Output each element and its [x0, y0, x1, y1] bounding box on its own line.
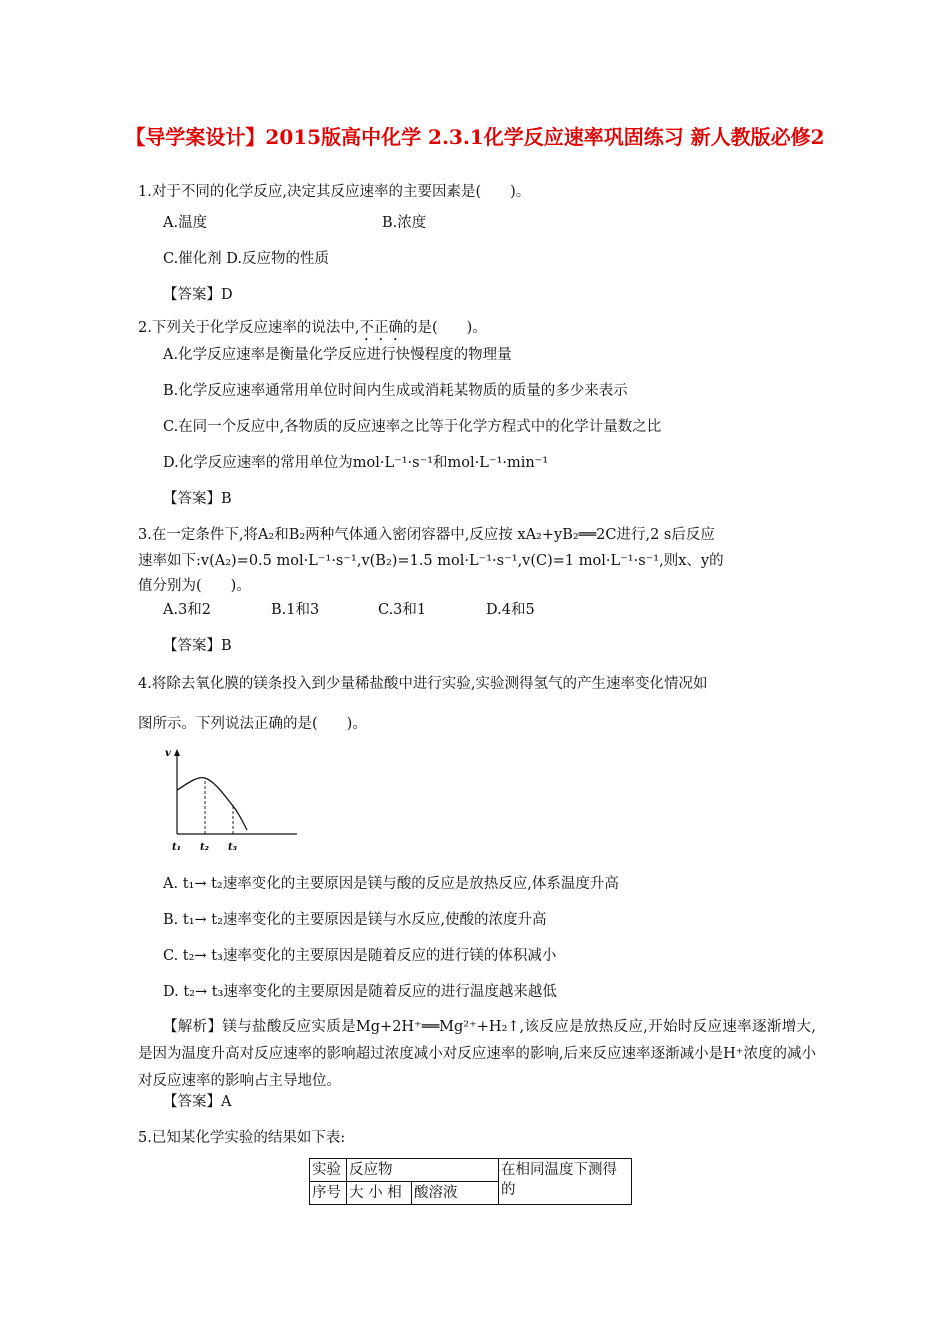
- table-cell: 酸溶液: [412, 1182, 499, 1205]
- q2-option-c: C.在同一个反应中,各物质的反应速率之比等于化学方程式中的化学计量数之比: [163, 419, 662, 435]
- q4-line-1: 4.将除去氧化膜的镁条投入到少量稀盐酸中进行实验,实验测得氢气的产生速率变化情况如: [138, 676, 708, 692]
- q1-stem: 1.对于不同的化学反应,决定其反应速率的主要因素是( )。: [138, 184, 531, 200]
- q2-answer: 【答案】B: [163, 491, 232, 507]
- q3-answer: 【答案】B: [163, 638, 232, 654]
- q1-option-a: A.温度: [163, 215, 208, 231]
- q2-option-a: A.化学反应速率是衡量化学反应进行快慢程度的物理量: [163, 347, 512, 363]
- q1-option-b: B.浓度: [382, 215, 427, 231]
- x-tick-label: t₃: [228, 842, 237, 853]
- table-cell: [499, 1159, 632, 1205]
- q3-line-3: 值分别为( )。: [138, 578, 251, 594]
- table-cell-line: 在相同温度下测得: [501, 1162, 617, 1178]
- rate-curve: [177, 778, 247, 830]
- q2-stem-emphasis: 不正确: [359, 320, 403, 336]
- table-row: [310, 1159, 632, 1182]
- y-axis-label: v: [165, 748, 171, 759]
- table-cell: 实验: [310, 1159, 347, 1182]
- q3-line-2: 速率如下:v(A₂)=0.5 mol·L⁻¹·s⁻¹,v(B₂)=1.5 mol·L⁻¹·s⁻¹,v(C)=1 mol·L⁻¹·s⁻¹,则x、y的: [138, 553, 724, 569]
- q4-option-c: C. t₂→ t₃速率变化的主要原因是随着反应的进行镁的体积减小: [163, 948, 557, 964]
- q3-option-d: D.4和5: [486, 602, 535, 618]
- q2-stem-pre: 2.下列关于化学反应速率的说法中,: [138, 320, 360, 336]
- q4-option-b: B. t₁→ t₂速率变化的主要原因是镁与水反应,使酸的浓度升高: [163, 912, 547, 928]
- x-tick-label: t₁: [172, 842, 181, 853]
- q3-line-1: 3.在一定条件下,将A₂和B₂两种气体通入密闭容器中,反应按 xA₂+yB₂══2C进行,2 s后反应: [138, 527, 715, 543]
- q4-analysis: 【解析】镁与盐酸反应实质是Mg+2H⁺══Mg²⁺+H₂↑,该反应是放热反应,开始时反应速率逐渐增大,是因为温度升高对反应速率的影响超过浓度减小对反应速率的影响,后来反应速率逐渐减小是H⁺浓度的减小对反应速率的影响占主导地位。: [138, 1019, 816, 1089]
- table-cell: 反应物: [347, 1159, 499, 1182]
- q3-option-c: C.3和1: [378, 602, 427, 618]
- x-tick-label: t₂: [200, 842, 209, 853]
- table-cell: 序号: [310, 1182, 347, 1205]
- q2-stem-post: 的是( )。: [402, 320, 487, 336]
- q4-line-2: 图所示。下列说法正确的是( )。: [138, 716, 367, 732]
- table-cell: 大 小 相: [347, 1182, 412, 1205]
- q1-option-cd: C.催化剂 D.反应物的性质: [163, 251, 330, 267]
- q3-option-a: A.3和2: [163, 602, 212, 618]
- experiment-table: [309, 1158, 632, 1205]
- chart-marks: [172, 778, 247, 853]
- rate-time-chart: [163, 748, 303, 856]
- document-title: 【导学案设计】2015版高中化学 2.3.1化学反应速率巩固练习 新人教版必修2: [125, 125, 825, 149]
- q4-answer: 【答案】A: [163, 1094, 232, 1110]
- q4-option-a: A. t₁→ t₂速率变化的主要原因是镁与酸的反应是放热反应,体系温度升高: [163, 876, 619, 892]
- q2-option-d: D.化学反应速率的常用单位为mol·L⁻¹·s⁻¹和mol·L⁻¹·min⁻¹: [163, 455, 549, 471]
- y-axis-arrow: [174, 749, 180, 756]
- table-cell-line: 的: [501, 1182, 516, 1198]
- q1-answer: 【答案】D: [163, 287, 233, 303]
- q5-stem: 5.已知某化学实验的结果如下表:: [138, 1130, 346, 1146]
- q2-option-b: B.化学反应速率通常用单位时间内生成或消耗某物质的质量的多少来表示: [163, 383, 628, 399]
- q2-stem: [138, 318, 487, 344]
- q3-option-b: B.1和3: [271, 602, 320, 618]
- q4-option-d: D. t₂→ t₃速率变化的主要原因是随着反应的进行温度越来越低: [163, 984, 557, 1000]
